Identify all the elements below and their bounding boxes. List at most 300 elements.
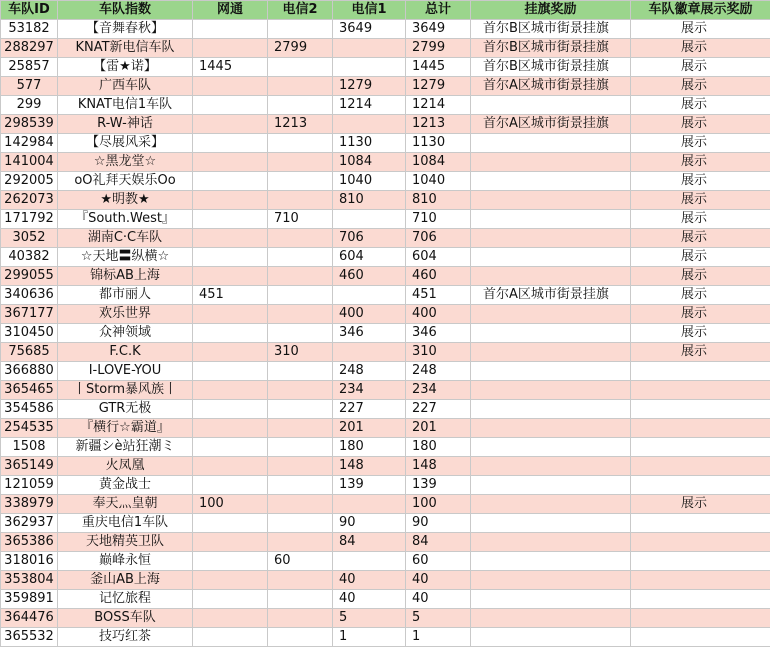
dianxin2-cell: 2799 (268, 39, 333, 58)
team-id-cell: 75685 (1, 343, 58, 362)
badge-reward-cell: 展示 (631, 58, 770, 77)
badge-reward-cell: 展示 (631, 267, 770, 286)
wangtong-cell (193, 533, 268, 552)
total-cell: 3649 (406, 20, 471, 39)
badge-reward-cell (631, 628, 770, 647)
flag-reward-cell (471, 343, 631, 362)
team-name-cell: 广西车队 (58, 77, 193, 96)
team-name-cell: GTR无极 (58, 400, 193, 419)
flag-reward-cell (471, 210, 631, 229)
dianxin2-cell: 710 (268, 210, 333, 229)
wangtong-cell (193, 381, 268, 400)
team-name-cell: 众神领域 (58, 324, 193, 343)
flag-reward-cell (471, 533, 631, 552)
dianxin2-cell (268, 476, 333, 495)
table-row (1, 400, 770, 419)
wangtong-cell (193, 229, 268, 248)
flag-reward-cell: 首尔A区城市街景挂旗 (471, 286, 631, 305)
table-row (1, 134, 770, 153)
wangtong-cell (193, 191, 268, 210)
table-row (1, 96, 770, 115)
wangtong-cell (193, 457, 268, 476)
dianxin2-cell (268, 419, 333, 438)
team-name-cell: F.C.K (58, 343, 193, 362)
badge-reward-cell (631, 571, 770, 590)
badge-reward-cell (631, 476, 770, 495)
flag-reward-cell (471, 362, 631, 381)
table-row (1, 324, 770, 343)
total-cell: 1279 (406, 77, 471, 96)
flag-reward-cell (471, 305, 631, 324)
badge-reward-cell (631, 438, 770, 457)
table-row (1, 457, 770, 476)
total-cell: 2799 (406, 39, 471, 58)
team-name-cell: 新疆シè站狂潮ミ (58, 438, 193, 457)
team-id-cell: 359891 (1, 590, 58, 609)
flag-reward-cell (471, 514, 631, 533)
table-row (1, 210, 770, 229)
total-cell: 1 (406, 628, 471, 647)
wangtong-cell: 451 (193, 286, 268, 305)
team-name-cell: 『横行☆霸道』 (58, 419, 193, 438)
team-id-cell: 254535 (1, 419, 58, 438)
team-name-cell: 丨Storm暴风族丨 (58, 381, 193, 400)
dianxin1-cell: 248 (333, 362, 406, 381)
header-dianxin1: 电信1 (333, 1, 406, 20)
team-id-cell: 367177 (1, 305, 58, 324)
dianxin2-cell (268, 495, 333, 514)
team-id-cell: 25857 (1, 58, 58, 77)
team-id-cell: 40382 (1, 248, 58, 267)
total-cell: 234 (406, 381, 471, 400)
total-cell: 40 (406, 571, 471, 590)
team-name-cell: 重庆电信1车队 (58, 514, 193, 533)
team-id-cell: 362937 (1, 514, 58, 533)
wangtong-cell (193, 134, 268, 153)
total-cell: 810 (406, 191, 471, 210)
team-name-cell: KNAT电信1车队 (58, 96, 193, 115)
flag-reward-cell: 首尔A区城市街景挂旗 (471, 77, 631, 96)
dianxin1-cell: 5 (333, 609, 406, 628)
dianxin2-cell (268, 229, 333, 248)
table-row (1, 172, 770, 191)
wangtong-cell (193, 552, 268, 571)
team-id-cell: 353804 (1, 571, 58, 590)
table-row (1, 476, 770, 495)
wangtong-cell (193, 267, 268, 286)
team-id-cell: 142984 (1, 134, 58, 153)
badge-reward-cell (631, 457, 770, 476)
team-name-cell: 欢乐世界 (58, 305, 193, 324)
wangtong-cell (193, 153, 268, 172)
team-name-cell: 火凤凰 (58, 457, 193, 476)
badge-reward-cell: 展示 (631, 115, 770, 134)
team-name-cell: 『South.West』 (58, 210, 193, 229)
table-row (1, 191, 770, 210)
team-id-cell: 365386 (1, 533, 58, 552)
flag-reward-cell (471, 191, 631, 210)
wangtong-cell (193, 590, 268, 609)
table-row (1, 514, 770, 533)
dianxin1-cell (333, 343, 406, 362)
wangtong-cell (193, 248, 268, 267)
team-id-cell: 53182 (1, 20, 58, 39)
flag-reward-cell (471, 172, 631, 191)
dianxin1-cell: 201 (333, 419, 406, 438)
dianxin2-cell: 310 (268, 343, 333, 362)
dianxin1-cell: 40 (333, 571, 406, 590)
team-id-cell: 298539 (1, 115, 58, 134)
team-name-cell: I-LOVE-YOU (58, 362, 193, 381)
flag-reward-cell (471, 590, 631, 609)
dianxin2-cell (268, 77, 333, 96)
flag-reward-cell (471, 400, 631, 419)
team-name-cell: 奉天灬皇朝 (58, 495, 193, 514)
dianxin1-cell: 90 (333, 514, 406, 533)
total-cell: 1445 (406, 58, 471, 77)
table-row (1, 115, 770, 134)
dianxin1-cell: 810 (333, 191, 406, 210)
badge-reward-cell: 展示 (631, 229, 770, 248)
dianxin1-cell: 604 (333, 248, 406, 267)
dianxin1-cell: 400 (333, 305, 406, 324)
header-badge-reward: 车队徽章展示奖励 (631, 1, 770, 20)
team-name-cell: oO礼拜天娱乐Oo (58, 172, 193, 191)
dianxin1-cell (333, 39, 406, 58)
dianxin1-cell: 346 (333, 324, 406, 343)
team-id-cell: 3052 (1, 229, 58, 248)
table-row (1, 381, 770, 400)
table-row (1, 495, 770, 514)
team-id-cell: 310450 (1, 324, 58, 343)
badge-reward-cell: 展示 (631, 286, 770, 305)
table-row (1, 533, 770, 552)
team-name-cell: 技巧红茶 (58, 628, 193, 647)
dianxin2-cell (268, 191, 333, 210)
team-id-cell: 292005 (1, 172, 58, 191)
team-id-cell: 318016 (1, 552, 58, 571)
badge-reward-cell: 展示 (631, 248, 770, 267)
total-cell: 706 (406, 229, 471, 248)
team-id-cell: 338979 (1, 495, 58, 514)
header-dianxin2: 电信2 (268, 1, 333, 20)
team-id-cell: 577 (1, 77, 58, 96)
dianxin2-cell (268, 362, 333, 381)
table-row (1, 77, 770, 96)
flag-reward-cell (471, 476, 631, 495)
dianxin1-cell (333, 286, 406, 305)
team-name-cell: 天地精英卫队 (58, 533, 193, 552)
team-id-cell: 365149 (1, 457, 58, 476)
team-name-cell: 记忆旅程 (58, 590, 193, 609)
wangtong-cell (193, 438, 268, 457)
header-wangtong: 网通 (193, 1, 268, 20)
dianxin2-cell (268, 381, 333, 400)
dianxin2-cell (268, 438, 333, 457)
table-row (1, 153, 770, 172)
flag-reward-cell (471, 495, 631, 514)
flag-reward-cell: 首尔B区城市街景挂旗 (471, 58, 631, 77)
dianxin1-cell: 1 (333, 628, 406, 647)
dianxin1-cell (333, 115, 406, 134)
dianxin2-cell (268, 267, 333, 286)
wangtong-cell: 1445 (193, 58, 268, 77)
badge-reward-cell: 展示 (631, 324, 770, 343)
dianxin2-cell (268, 286, 333, 305)
total-cell: 451 (406, 286, 471, 305)
badge-reward-cell (631, 381, 770, 400)
header-total: 总计 (406, 1, 471, 20)
dianxin1-cell: 148 (333, 457, 406, 476)
table-body (1, 20, 770, 647)
team-name-cell: 【音舞春秋】 (58, 20, 193, 39)
total-cell: 1214 (406, 96, 471, 115)
dianxin1-cell (333, 58, 406, 77)
badge-reward-cell (631, 590, 770, 609)
flag-reward-cell: 首尔B区城市街景挂旗 (471, 20, 631, 39)
table-row (1, 571, 770, 590)
wangtong-cell (193, 96, 268, 115)
dianxin1-cell: 227 (333, 400, 406, 419)
dianxin2-cell (268, 590, 333, 609)
total-cell: 60 (406, 552, 471, 571)
dianxin1-cell: 180 (333, 438, 406, 457)
team-id-cell: 364476 (1, 609, 58, 628)
header-flag-reward: 挂旗奖励 (471, 1, 631, 20)
dianxin2-cell (268, 533, 333, 552)
wangtong-cell (193, 20, 268, 39)
flag-reward-cell (471, 229, 631, 248)
dianxin2-cell (268, 20, 333, 39)
total-cell: 100 (406, 495, 471, 514)
team-id-cell: 171792 (1, 210, 58, 229)
total-cell: 346 (406, 324, 471, 343)
table-row (1, 267, 770, 286)
team-name-cell: R-W-神话 (58, 115, 193, 134)
badge-reward-cell: 展示 (631, 77, 770, 96)
total-cell: 90 (406, 514, 471, 533)
wangtong-cell: 100 (193, 495, 268, 514)
team-name-cell: 湖南C·C车队 (58, 229, 193, 248)
table-row (1, 286, 770, 305)
flag-reward-cell: 首尔B区城市街景挂旗 (471, 39, 631, 58)
dianxin1-cell: 3649 (333, 20, 406, 39)
table-row (1, 609, 770, 628)
team-name-cell: 巅峰永恒 (58, 552, 193, 571)
total-cell: 5 (406, 609, 471, 628)
dianxin2-cell (268, 134, 333, 153)
dianxin2-cell (268, 609, 333, 628)
dianxin1-cell (333, 552, 406, 571)
table-row (1, 20, 770, 39)
flag-reward-cell (471, 96, 631, 115)
total-cell: 1130 (406, 134, 471, 153)
dianxin2-cell (268, 58, 333, 77)
dianxin2-cell (268, 305, 333, 324)
team-id-cell: 365532 (1, 628, 58, 647)
flag-reward-cell (471, 134, 631, 153)
table-row (1, 590, 770, 609)
team-id-cell: 340636 (1, 286, 58, 305)
total-cell: 201 (406, 419, 471, 438)
dianxin2-cell (268, 571, 333, 590)
total-cell: 1213 (406, 115, 471, 134)
flag-reward-cell (471, 153, 631, 172)
dianxin1-cell: 1084 (333, 153, 406, 172)
team-name-cell: 釜山AB上海 (58, 571, 193, 590)
wangtong-cell (193, 343, 268, 362)
dianxin1-cell (333, 495, 406, 514)
team-id-cell: 299 (1, 96, 58, 115)
badge-reward-cell: 展示 (631, 343, 770, 362)
header-team-index: 车队指数 (58, 1, 193, 20)
wangtong-cell (193, 305, 268, 324)
total-cell: 1084 (406, 153, 471, 172)
total-cell: 460 (406, 267, 471, 286)
dianxin2-cell (268, 457, 333, 476)
total-cell: 710 (406, 210, 471, 229)
dianxin1-cell (333, 210, 406, 229)
team-name-cell: 【尽展风采】 (58, 134, 193, 153)
dianxin1-cell: 1040 (333, 172, 406, 191)
total-cell: 40 (406, 590, 471, 609)
flag-reward-cell (471, 609, 631, 628)
flag-reward-cell (471, 419, 631, 438)
badge-reward-cell (631, 609, 770, 628)
table-row (1, 39, 770, 58)
wangtong-cell (193, 476, 268, 495)
total-cell: 139 (406, 476, 471, 495)
dianxin2-cell: 60 (268, 552, 333, 571)
wangtong-cell (193, 77, 268, 96)
badge-reward-cell: 展示 (631, 39, 770, 58)
badge-reward-cell: 展示 (631, 172, 770, 191)
team-name-cell: ☆黑龙堂☆ (58, 153, 193, 172)
team-id-cell: 366880 (1, 362, 58, 381)
team-name-cell: 都市丽人 (58, 286, 193, 305)
wangtong-cell (193, 628, 268, 647)
team-name-cell: ★明教★ (58, 191, 193, 210)
total-cell: 400 (406, 305, 471, 324)
total-cell: 310 (406, 343, 471, 362)
dianxin1-cell: 706 (333, 229, 406, 248)
dianxin1-cell: 1130 (333, 134, 406, 153)
badge-reward-cell (631, 400, 770, 419)
team-id-cell: 365465 (1, 381, 58, 400)
flag-reward-cell (471, 438, 631, 457)
dianxin1-cell: 139 (333, 476, 406, 495)
team-id-cell: 354586 (1, 400, 58, 419)
flag-reward-cell (471, 324, 631, 343)
dianxin2-cell (268, 514, 333, 533)
team-name-cell: BOSS车队 (58, 609, 193, 628)
wangtong-cell (193, 400, 268, 419)
dianxin1-cell: 460 (333, 267, 406, 286)
dianxin1-cell: 1214 (333, 96, 406, 115)
badge-reward-cell (631, 533, 770, 552)
dianxin1-cell: 40 (333, 590, 406, 609)
table-row (1, 343, 770, 362)
team-id-cell: 262073 (1, 191, 58, 210)
dianxin2-cell (268, 172, 333, 191)
wangtong-cell (193, 514, 268, 533)
dianxin1-cell: 84 (333, 533, 406, 552)
dianxin2-cell (268, 400, 333, 419)
wangtong-cell (193, 571, 268, 590)
total-cell: 604 (406, 248, 471, 267)
wangtong-cell (193, 115, 268, 134)
table-row (1, 419, 770, 438)
badge-reward-cell (631, 362, 770, 381)
wangtong-cell (193, 609, 268, 628)
team-id-cell: 1508 (1, 438, 58, 457)
badge-reward-cell: 展示 (631, 191, 770, 210)
total-cell: 148 (406, 457, 471, 476)
flag-reward-cell (471, 457, 631, 476)
flag-reward-cell (471, 628, 631, 647)
team-name-cell: KNAT新电信车队 (58, 39, 193, 58)
team-id-cell: 121059 (1, 476, 58, 495)
badge-reward-cell: 展示 (631, 96, 770, 115)
header-team-id: 车队ID (1, 1, 58, 20)
badge-reward-cell: 展示 (631, 134, 770, 153)
dianxin2-cell (268, 248, 333, 267)
team-name-cell: ☆天地〓纵横☆ (58, 248, 193, 267)
total-cell: 227 (406, 400, 471, 419)
wangtong-cell (193, 210, 268, 229)
table-row (1, 628, 770, 647)
team-id-cell: 299055 (1, 267, 58, 286)
dianxin2-cell (268, 324, 333, 343)
flag-reward-cell (471, 248, 631, 267)
team-id-cell: 288297 (1, 39, 58, 58)
table-row (1, 552, 770, 571)
table-row (1, 229, 770, 248)
wangtong-cell (193, 39, 268, 58)
flag-reward-cell: 首尔A区城市街景挂旗 (471, 115, 631, 134)
wangtong-cell (193, 324, 268, 343)
team-id-cell: 141004 (1, 153, 58, 172)
flag-reward-cell (471, 552, 631, 571)
total-cell: 180 (406, 438, 471, 457)
table-row (1, 248, 770, 267)
badge-reward-cell (631, 552, 770, 571)
total-cell: 248 (406, 362, 471, 381)
badge-reward-cell (631, 514, 770, 533)
wangtong-cell (193, 362, 268, 381)
badge-reward-cell: 展示 (631, 495, 770, 514)
badge-reward-cell: 展示 (631, 210, 770, 229)
dianxin2-cell (268, 628, 333, 647)
badge-reward-cell: 展示 (631, 305, 770, 324)
dianxin1-cell: 234 (333, 381, 406, 400)
team-name-cell: 【雷★诺】 (58, 58, 193, 77)
flag-reward-cell (471, 381, 631, 400)
table-row (1, 362, 770, 381)
dianxin1-cell: 1279 (333, 77, 406, 96)
total-cell: 1040 (406, 172, 471, 191)
wangtong-cell (193, 172, 268, 191)
header-row (1, 1, 770, 20)
team-name-cell: 锦标AB上海 (58, 267, 193, 286)
wangtong-cell (193, 419, 268, 438)
badge-reward-cell: 展示 (631, 153, 770, 172)
table-row (1, 438, 770, 457)
flag-reward-cell (471, 571, 631, 590)
badge-reward-cell: 展示 (631, 20, 770, 39)
table-row (1, 305, 770, 324)
total-cell: 84 (406, 533, 471, 552)
